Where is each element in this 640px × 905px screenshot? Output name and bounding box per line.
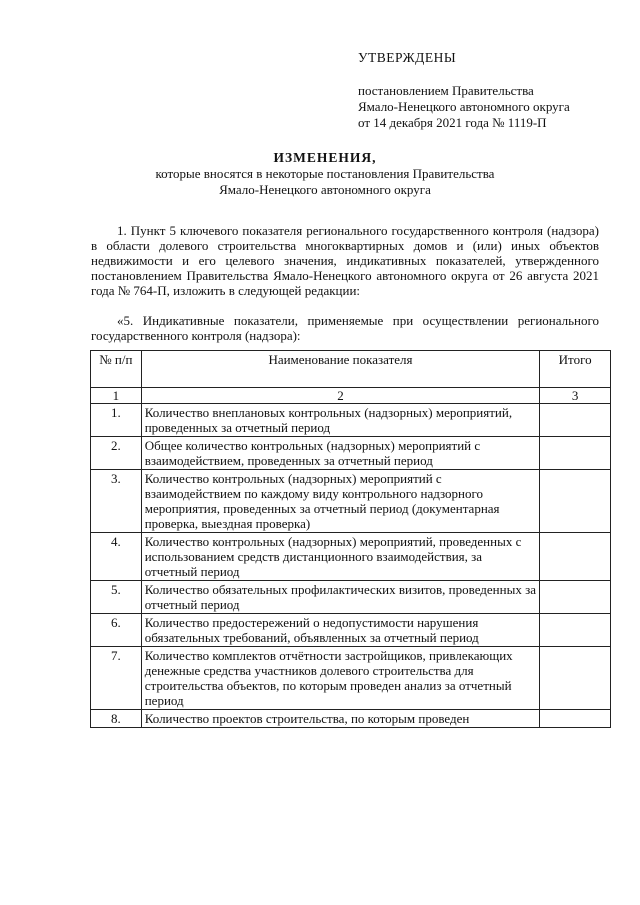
row-name: Общее количество контрольных (надзорных) мероприятий с взаимодействием, проведенных за отчетный период	[141, 437, 540, 470]
approval-block	[358, 50, 618, 131]
table-header-row	[91, 351, 611, 388]
row-name: Количество проектов строительства, по которым проведен	[141, 710, 540, 728]
title-subline: которые вносятся в некоторые постановления Правительства	[155, 166, 495, 181]
approval-line: от 14 декабря 2021 года № 1119-П	[358, 115, 547, 130]
header-total: Итого	[540, 351, 611, 388]
row-number: 5.	[91, 581, 142, 614]
table-row	[91, 533, 611, 581]
row-total	[540, 470, 611, 533]
row-number: 6.	[91, 614, 142, 647]
document-title	[90, 150, 560, 198]
row-total	[540, 533, 611, 581]
row-total	[540, 404, 611, 437]
column-number: 1	[91, 388, 142, 404]
row-number: 4.	[91, 533, 142, 581]
row-total	[540, 581, 611, 614]
table-row	[91, 581, 611, 614]
approval-line: Ямало-Ненецкого автономного округа	[358, 99, 570, 114]
header-number: № п/п	[91, 351, 142, 388]
row-number: 7.	[91, 647, 142, 710]
paragraph-2: «5. Индикативные показатели, применяемые при осуществлении регионального государственного контроля (надзора):	[91, 313, 599, 343]
row-total	[540, 710, 611, 728]
row-total	[540, 647, 611, 710]
column-number-row	[91, 388, 611, 404]
row-total	[540, 614, 611, 647]
indicators-table	[90, 350, 611, 728]
title-subline: Ямало-Ненецкого автономного округа	[219, 182, 431, 197]
row-name: Количество предостережений о недопустимости нарушения обязательных требований, объявленных за отчетный период	[141, 614, 540, 647]
row-name: Количество контрольных (надзорных) мероприятий, проведенных с использованием средств дистанционного взаимодействия, за отчетный период	[141, 533, 540, 581]
table-row	[91, 437, 611, 470]
row-number: 8.	[91, 710, 142, 728]
table-row	[91, 710, 611, 728]
row-name: Количество внеплановых контрольных (надзорных) мероприятий, проведенных за отчетный период	[141, 404, 540, 437]
row-name: Количество комплектов отчётности застройщиков, привлекающих денежные средства участников долевого строительства для строительства объектов, по которым проведен анализ за отчетный период	[141, 647, 540, 710]
approval-line: постановлением Правительства	[358, 83, 534, 98]
row-number: 2.	[91, 437, 142, 470]
row-name: Количество контрольных (надзорных) мероприятий с взаимодействием по каждому виду контрольного надзорного мероприятия, проведенных за отчетный период (документарная проверка, выездная проверка)	[141, 470, 540, 533]
approval-heading: УТВЕРЖДЕНЫ	[358, 50, 457, 65]
column-number: 2	[141, 388, 540, 404]
table-row	[91, 470, 611, 533]
header-name: Наименование показателя	[141, 351, 540, 388]
column-number: 3	[540, 388, 611, 404]
row-number: 1.	[91, 404, 142, 437]
table-row	[91, 647, 611, 710]
title-main: ИЗМЕНЕНИЯ,	[273, 150, 377, 165]
table-row	[91, 404, 611, 437]
paragraph-1: 1. Пункт 5 ключевого показателя регионального государственного контроля (надзора) в области долевого строительства многоквартирных домов и (или) иных объектов недвижимости и его целевого значения, индикативных показателей, утвержденного постановлением Правительства Ямало-Ненецкого автономного округа от 26 августа 2021 года № 764-П, изложить в следующей редакции:	[91, 223, 599, 298]
row-total	[540, 437, 611, 470]
row-number: 3.	[91, 470, 142, 533]
row-name: Количество обязательных профилактических визитов, проведенных за отчетный период	[141, 581, 540, 614]
table-row	[91, 614, 611, 647]
